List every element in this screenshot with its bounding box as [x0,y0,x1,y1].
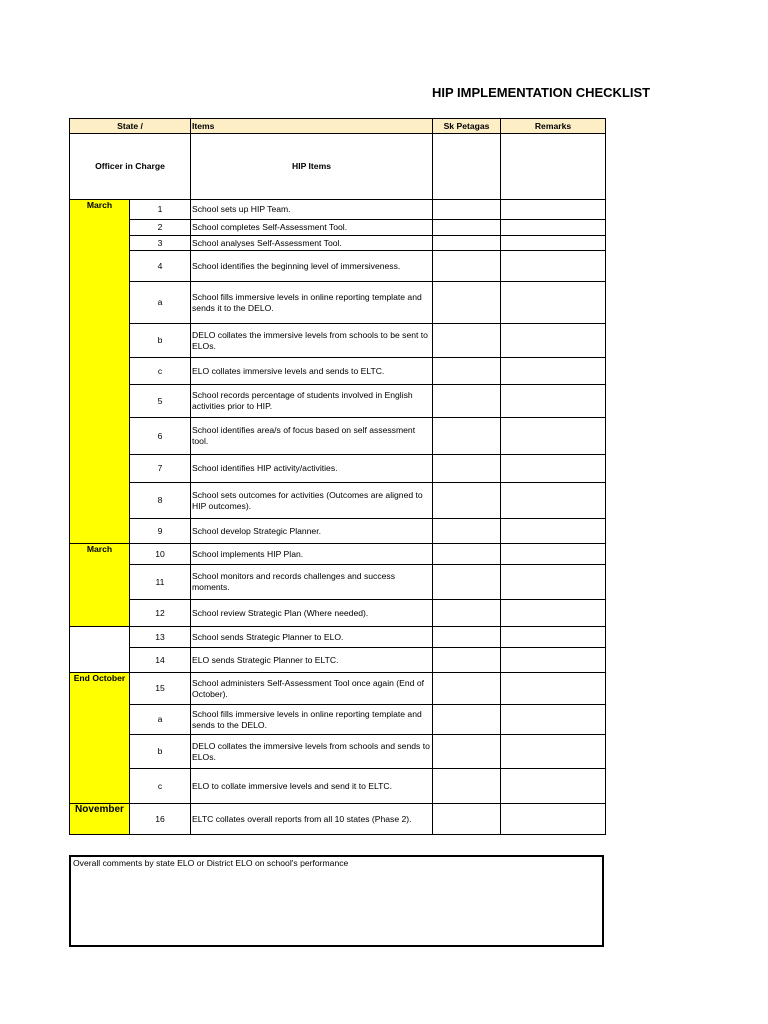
remarks-cell[interactable] [501,648,606,673]
row-number: 9 [130,519,191,544]
row-number: 15 [130,673,191,705]
row-item: School review Strategic Plan (Where needed). [191,600,433,627]
remarks-cell[interactable] [501,519,606,544]
remarks-cell[interactable] [501,220,606,236]
remarks-cell[interactable] [501,251,606,282]
remarks-cell[interactable] [501,455,606,483]
school-cell[interactable] [433,565,501,600]
row-item: DELO collates the immersive levels from schools and sends to ELOs. [191,735,433,769]
school-cell[interactable] [433,705,501,735]
school-cell[interactable] [433,282,501,324]
remarks-cell[interactable] [501,324,606,358]
overall-comments-label: Overall comments by state ELO or District ELO on school's performance [73,858,349,868]
row-number: 6 [130,418,191,455]
row-item: School fills immersive levels in online reporting template and sends to the DELO. [191,705,433,735]
table-row [70,673,606,705]
remarks-cell[interactable] [501,769,606,804]
row-item: School completes Self-Assessment Tool. [191,220,433,236]
items-header: Items [191,119,433,134]
school-cell[interactable] [433,251,501,282]
remarks-cell[interactable] [501,600,606,627]
table-row [70,282,606,324]
row-number: 3 [130,236,191,251]
page-title: HIP IMPLEMENTATION CHECKLIST [432,85,651,100]
table-row [70,565,606,600]
school-cell[interactable] [433,200,501,220]
school-cell[interactable] [433,627,501,648]
row-number: b [130,324,191,358]
row-item: ELTC collates overall reports from all 10 states (Phase 2). [191,804,433,835]
table-row [70,648,606,673]
row-number: 4 [130,251,191,282]
table-row [70,544,606,565]
table-header-row [70,119,606,134]
school-cell[interactable] [433,134,501,200]
row-number: a [130,282,191,324]
remarks-cell[interactable] [501,385,606,418]
table-row [70,418,606,455]
remarks-cell[interactable] [501,544,606,565]
row-number: 13 [130,627,191,648]
row-item: ELO sends Strategic Planner to ELTC. [191,648,433,673]
row-item: School identifies area/s of focus based on self assessment tool. [191,418,433,455]
remarks-cell[interactable] [501,627,606,648]
row-item: School analyses Self-Assessment Tool. [191,236,433,251]
table-row [70,324,606,358]
school-cell[interactable] [433,385,501,418]
row-item: School sets up HIP Team. [191,200,433,220]
school-cell[interactable] [433,600,501,627]
row-number: 5 [130,385,191,418]
checklist-table [69,118,606,835]
school-cell[interactable] [433,544,501,565]
remarks-cell[interactable] [501,804,606,835]
school-cell[interactable] [433,519,501,544]
table-row [70,735,606,769]
table-row [70,483,606,519]
row-item: ELO to collate immersive levels and send it to ELTC. [191,769,433,804]
school-cell[interactable] [433,769,501,804]
row-number: 11 [130,565,191,600]
table-row [70,769,606,804]
school-cell[interactable] [433,648,501,673]
school-cell[interactable] [433,673,501,705]
school-cell[interactable] [433,418,501,455]
period-march-1: March [70,200,130,544]
overall-comments-box[interactable] [69,855,604,947]
school-cell[interactable] [433,735,501,769]
school-cell[interactable] [433,455,501,483]
remarks-cell[interactable] [501,418,606,455]
table-row [70,705,606,735]
row-item: School monitors and records challenges and success moments. [191,565,433,600]
row-number: b [130,735,191,769]
table-row [70,200,606,220]
remarks-cell[interactable] [501,282,606,324]
row-number: 12 [130,600,191,627]
school-cell[interactable] [433,358,501,385]
row-item: School fills immersive levels in online reporting template and sends it to the DELO. [191,282,433,324]
row-item: DELO collates the immersive levels from schools to be sent to ELOs. [191,324,433,358]
table-row [70,600,606,627]
remarks-cell[interactable] [501,236,606,251]
remarks-cell[interactable] [501,358,606,385]
school-cell[interactable] [433,324,501,358]
table-row [70,251,606,282]
school-header: Sk Petagas [433,119,501,134]
table-row [70,385,606,418]
row-item: ELO collates immersive levels and sends to ELTC. [191,358,433,385]
table-row [70,220,606,236]
table-row [70,519,606,544]
row-number: 2 [130,220,191,236]
row-item: School identifies the beginning level of immersiveness. [191,251,433,282]
row-item: School sets outcomes for activities (Outcomes are aligned to HIP outcomes). [191,483,433,519]
remarks-cell[interactable] [501,705,606,735]
hip-items-header[interactable]: HIP Items [191,134,433,200]
remarks-cell[interactable] [501,134,606,200]
row-item: School administers Self-Assessment Tool once again (End of October). [191,673,433,705]
row-item: School implements HIP Plan. [191,544,433,565]
row-item: School develop Strategic Planner. [191,519,433,544]
remarks-cell[interactable] [501,735,606,769]
school-cell[interactable] [433,483,501,519]
school-cell[interactable] [433,220,501,236]
row-number: 16 [130,804,191,835]
remarks-cell[interactable] [501,200,606,220]
table-row [70,358,606,385]
period-november: November [70,804,130,835]
remarks-cell[interactable] [501,483,606,519]
row-number: a [130,705,191,735]
state-header: State / [70,119,191,134]
table-subheader-row [70,134,606,200]
table-row [70,627,606,648]
row-number: c [130,358,191,385]
row-number: c [130,769,191,804]
table-row [70,455,606,483]
period-end-october: End October [70,673,130,804]
table-row [70,804,606,835]
row-number: 7 [130,455,191,483]
period-blank [70,627,130,673]
row-number: 8 [130,483,191,519]
remarks-header: Remarks [501,119,606,134]
row-item: School identifies HIP activity/activities. [191,455,433,483]
officer-in-charge-header: Officer in Charge [70,134,191,200]
period-march-2: March [70,544,130,627]
row-number: 10 [130,544,191,565]
row-number: 1 [130,200,191,220]
remarks-cell[interactable] [501,565,606,600]
school-cell[interactable] [433,236,501,251]
row-item: School sends Strategic Planner to ELO. [191,627,433,648]
table-row [70,236,606,251]
row-item: School records percentage of students involved in English activities prior to HIP. [191,385,433,418]
remarks-cell[interactable] [501,673,606,705]
row-number: 14 [130,648,191,673]
school-cell[interactable] [433,804,501,835]
